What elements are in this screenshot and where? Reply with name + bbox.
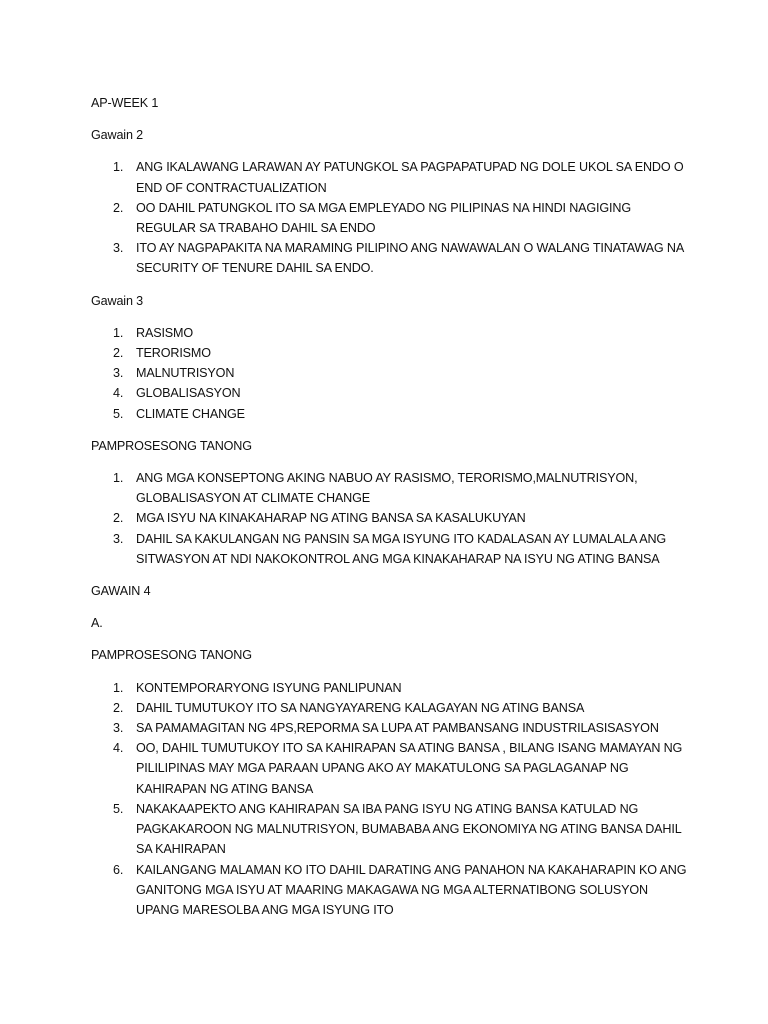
pamprosesong-tanong-2-list (91, 678, 691, 920)
list-item: 4. OO, DAHIL TUMUTUKOY ITO SA KAHIRAPAN SA ATING BANSA , BILANG ISANG MAMAYAN NG PILILIPINAS MAY MGA PARAAN UPANG AKO AY MAKATULONG SA PAGLAGANAP NG KAHIRAPAN NG ATING BANSA (113, 741, 683, 796)
list-item-text: ITO AY NAGPAPAKITA NA MARAMING PILIPINO ANG NAWAWALAN O WALANG TINATAWAG NA SECURITY OF TENURE DAHIL SA ENDO. (136, 241, 684, 276)
list-item-text: TERORISMO (136, 346, 211, 361)
gawain-2-list (91, 157, 691, 278)
list-item: 2. MGA ISYU NA KINAKAHARAP NG ATING BANSA SA KASALUKUYAN (113, 511, 526, 526)
gawain-3-list (91, 323, 691, 424)
list-item-text: SA PAMAMAGITAN NG 4PS,REPORMA SA LUPA AT PAMBANSANG INDUSTRILASISASYON (136, 721, 659, 736)
section-heading-pamprosesong-tanong-2: PAMPROSESONG TANONG (91, 648, 252, 663)
document-header: AP-WEEK 1 (91, 96, 159, 110)
list-item-text: MALNUTRISYON (136, 366, 235, 381)
list-item-text: DAHIL TUMUTUKOY ITO SA NANGYAYARENG KALAGAYAN NG ATING BANSA (136, 700, 585, 715)
list-item: 3. ITO AY NAGPAPAKITA NA MARAMING PILIPINO ANG NAWAWALAN O WALANG TINATAWAG NA SECURITY OF TENURE DAHIL SA ENDO. (113, 241, 684, 276)
list-item-text: NAKAKAAPEKTO ANG KAHIRAPAN SA IBA PANG ISYU NG ATING BANSA KATULAD NG PAGKAKAROON NG MALNUTRISYON, BUMABABA ANG EKONOMIYA NG ATING BANSA DAHIL SA KAHIRAPAN (136, 801, 682, 857)
list-item-text: KAILANGANG MALAMAN KO ITO DAHIL DARATING ANG PANAHON NA KAKAHARAPIN KO ANG GANITONG MGA ISYU AT MAARING MAKAGAWA NG MGA ALTERNATIBONG SOLUSYON UPANG MARESOLBA ANG MGA ISYUNG ITO (136, 862, 687, 917)
list-item-text: OO, DAHIL TUMUTUKOY ITO SA KAHIRAPAN SA ATING BANSA , BILANG ISANG MAMAYAN NG PILILIPINAS MAY MGA PARAAN UPANG AKO AY MAKATULONG SA PAGLAGANAP NG KAHIRAPAN NG ATING BANSA (136, 741, 683, 796)
list-item-text: ANG MGA KONSEPTONG AKING NABUO AY RASISMO, TERORISMO,MALNUTRISYON, GLOBALISASYON AT CLIMATE CHANGE (136, 471, 638, 506)
list-item: 3. DAHIL SA KAKULANGAN NG PANSIN SA MGA ISYUNG ITO KADALASAN AY LUMALALA ANG SITWASYON AT NDI NAKOKONTROL ANG MGA KINAKAHARAP NA ISYU NG ATING BANSA (113, 531, 667, 566)
pamprosesong-tanong-list (91, 468, 691, 569)
list-item-text: DAHIL SA KAKULANGAN NG PANSIN SA MGA ISYUNG ITO KADALASAN AY LUMALALA ANG SITWASYON AT NDI NAKOKONTROL ANG MGA KINAKAHARAP NA ISYU NG ATING BANSA (136, 531, 667, 566)
list-item: 1. ANG MGA KONSEPTONG AKING NABUO AY RASISMO, TERORISMO,MALNUTRISYON, GLOBALISASYON AT CLIMATE CHANGE (113, 471, 638, 506)
section-heading-pamprosesong-tanong: PAMPROSESONG TANONG (91, 438, 252, 453)
list-item: 4. GLOBALISASYON (113, 386, 241, 401)
document-body (91, 93, 691, 932)
list-item: 6. KAILANGANG MALAMAN KO ITO DAHIL DARATING ANG PANAHON NA KAKAHARAPIN KO ANG GANITONG MGA ISYU AT MAARING MAKAGAWA NG MGA ALTERNATIBONG SOLUSYON UPANG MARESOLBA ANG MGA ISYUNG ITO (113, 862, 687, 917)
list-item-text: CLIMATE CHANGE (136, 406, 245, 421)
list-item: 1. KONTEMPORARYONG ISYUNG PANLIPUNAN (113, 680, 402, 695)
section-heading-a: A. (91, 616, 103, 631)
list-item: 1. ANG IKALAWANG LARAWAN AY PATUNGKOL SA PAGPAPATUPAD NG DOLE UKOL SA ENDO O END OF CONTRACTUALIZATION (113, 160, 684, 195)
list-item: 5. CLIMATE CHANGE (113, 406, 245, 421)
section-heading-gawain-4: GAWAIN 4 (91, 584, 151, 599)
list-item: 3. SA PAMAMAGITAN NG 4PS,REPORMA SA LUPA AT PAMBANSANG INDUSTRILASISASYON (113, 721, 659, 736)
list-item: 2. TERORISMO (113, 346, 211, 361)
section-heading-gawain-3: Gawain 3 (91, 293, 144, 308)
list-item-text: MGA ISYU NA KINAKAHARAP NG ATING BANSA SA KASALUKUYAN (136, 511, 526, 526)
section-heading-gawain-2: Gawain 2 (91, 128, 144, 143)
list-item: 1. RASISMO (113, 325, 194, 340)
list-item: 2. DAHIL TUMUTUKOY ITO SA NANGYAYARENG KALAGAYAN NG ATING BANSA (113, 700, 585, 715)
list-item-text: OO DAHIL PATUNGKOL ITO SA MGA EMPLEYADO NG PILIPINAS NA HINDI NAGIGING REGULAR SA TRABAHO DAHIL SA ENDO (136, 200, 631, 236)
list-item-text: GLOBALISASYON (136, 386, 241, 401)
list-item-text: RASISMO (136, 325, 194, 340)
list-item: 2. OO DAHIL PATUNGKOL ITO SA MGA EMPLEYADO NG PILIPINAS NA HINDI NAGIGING REGULAR SA TRABAHO DAHIL SA ENDO (113, 200, 631, 236)
list-item-text: KONTEMPORARYONG ISYUNG PANLIPUNAN (136, 680, 402, 695)
list-item-text: ANG IKALAWANG LARAWAN AY PATUNGKOL SA PAGPAPATUPAD NG DOLE UKOL SA ENDO O END OF CONTRACTUALIZATION (136, 160, 684, 195)
list-item: 3. MALNUTRISYON (113, 366, 235, 381)
list-item: 5. NAKAKAAPEKTO ANG KAHIRAPAN SA IBA PANG ISYU NG ATING BANSA KATULAD NG PAGKAKAROON NG MALNUTRISYON, BUMABABA ANG EKONOMIYA NG ATING BANSA DAHIL SA KAHIRAPAN (113, 801, 682, 857)
